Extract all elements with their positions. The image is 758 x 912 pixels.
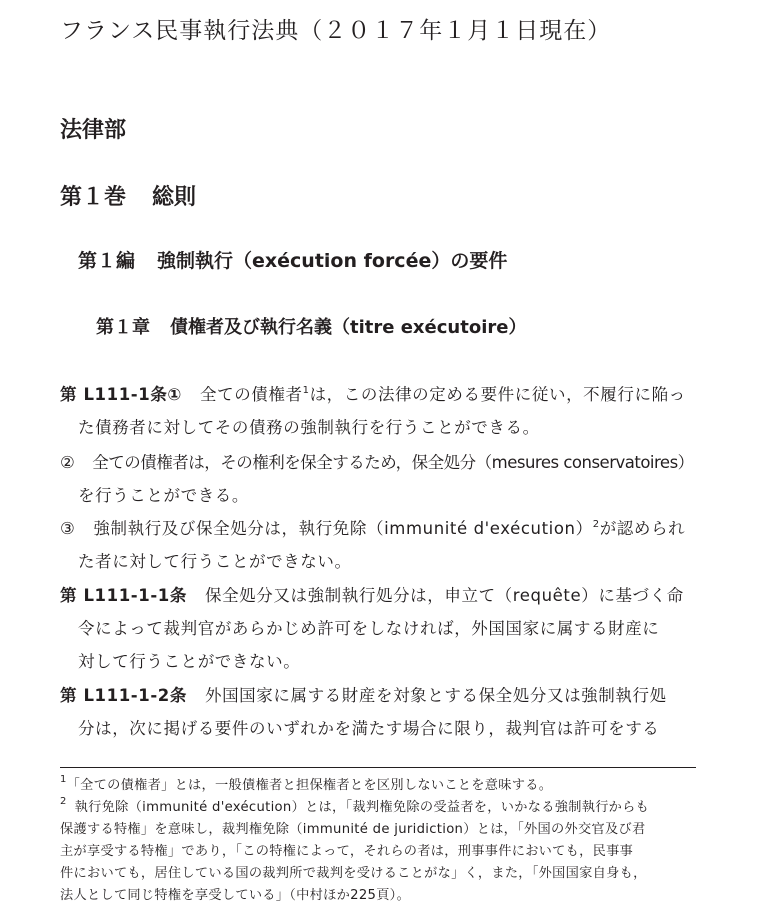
footnote-2-line-1 bbox=[60, 796, 649, 815]
footnote-1 bbox=[60, 774, 552, 793]
paragraph-2-line-1 bbox=[60, 449, 694, 473]
footnote-mark: 1 bbox=[60, 774, 67, 785]
body-text: 外国国家に属する財産を対象とする保全処分又は強制執行処 bbox=[204, 686, 667, 705]
paragraph-number: ③ bbox=[60, 519, 76, 538]
article-l111-1-2-line-1 bbox=[60, 682, 667, 706]
paragraph-number: ② bbox=[60, 453, 75, 472]
chapter-name: 債権者及び執行名義（titre exécutoire） bbox=[170, 317, 527, 338]
article-l111-1-line-1 bbox=[60, 381, 686, 405]
body-text: 強制執行及び保全処分は，執行免除（immunité d'exécution） bbox=[93, 519, 593, 538]
footnote-2-line-2: 保護する特権」を意味し，裁判権免除（immunité de juridiction）とは，「外国の外交官及び君 bbox=[60, 822, 646, 837]
document-title: フランス民事執行法典（２０１７年１月１日現在） bbox=[60, 18, 612, 44]
article-label: 第 L111-1-1条 bbox=[60, 586, 187, 605]
footnote-ref-1[interactable]: 1 bbox=[302, 385, 310, 396]
chapter-title bbox=[96, 313, 526, 339]
part-title: 法律部 bbox=[60, 118, 127, 143]
volume-number: 第１編 bbox=[78, 250, 136, 272]
footnote-mark: 2 bbox=[60, 796, 67, 807]
footnote-2-line-4: 件においても，居住している国の裁判所で裁判を受けることがな」く，また，「外国国家自身も， bbox=[60, 866, 647, 881]
footnote-text: 「全ての債権者」とは，一般債権者と担保権者とを区別しないことを意味する。 bbox=[66, 778, 553, 793]
body-text: 全ての債権者 bbox=[200, 385, 303, 404]
footnote-ref-2[interactable]: 2 bbox=[592, 519, 600, 530]
footnote-divider bbox=[60, 767, 696, 768]
paragraph-2-line-2: を行うことができる。 bbox=[78, 486, 249, 505]
article-l111-1-1-line-3: 対して行うことができない。 bbox=[78, 652, 301, 671]
footnote-2-line-5: 法人として同じ特権を享受している」（中村ほか225頁）。 bbox=[60, 888, 411, 903]
body-text: 全ての債権者は，その権利を保全するため，保全処分（mesures conservatoires） bbox=[92, 453, 694, 472]
book-name: 総則 bbox=[152, 185, 197, 210]
article-l111-1-1-line-2: 令によって裁判官があらかじめ許可をしなければ，外国国家に属する財産に bbox=[78, 619, 660, 638]
chapter-number: 第１章 bbox=[96, 317, 150, 338]
book-title bbox=[60, 180, 196, 211]
body-text: は，この法律の定める要件に従い，不履行に陥っ bbox=[309, 385, 686, 404]
paragraph-3-line-2: た者に対して行うことができない。 bbox=[78, 552, 352, 571]
volume-name: 強制執行（exécution forcée）の要件 bbox=[157, 250, 508, 272]
book-number: 第１巻 bbox=[60, 185, 127, 210]
article-label: 第 L111-1-2条 bbox=[60, 686, 187, 705]
footnote-text: 執行免除（immunité d'exécution）とは，「裁判権免除の受益者を，いかなる強制執行からも bbox=[74, 800, 650, 815]
body-text: 保全処分又は強制執行処分は，申立て（requête）に基づく命 bbox=[204, 586, 684, 605]
article-label: 第 L111-1条① bbox=[60, 385, 182, 404]
article-l111-1-2-line-2: 分は，次に掲げる要件のいずれかを満たす場合に限り，裁判官は許可をする bbox=[78, 719, 660, 738]
body-text: が認められ bbox=[599, 519, 686, 538]
article-l111-1-line-2: た債務者に対してその債務の強制執行を行うことができる。 bbox=[78, 418, 540, 437]
footnote-2-line-3: 主が享受する特権」であり，「この特権によって，それらの者は，刑事事件においても，民事事 bbox=[60, 844, 634, 859]
article-l111-1-1-line-1 bbox=[60, 582, 684, 606]
paragraph-3-line-1 bbox=[60, 515, 685, 539]
volume-title bbox=[78, 246, 507, 273]
